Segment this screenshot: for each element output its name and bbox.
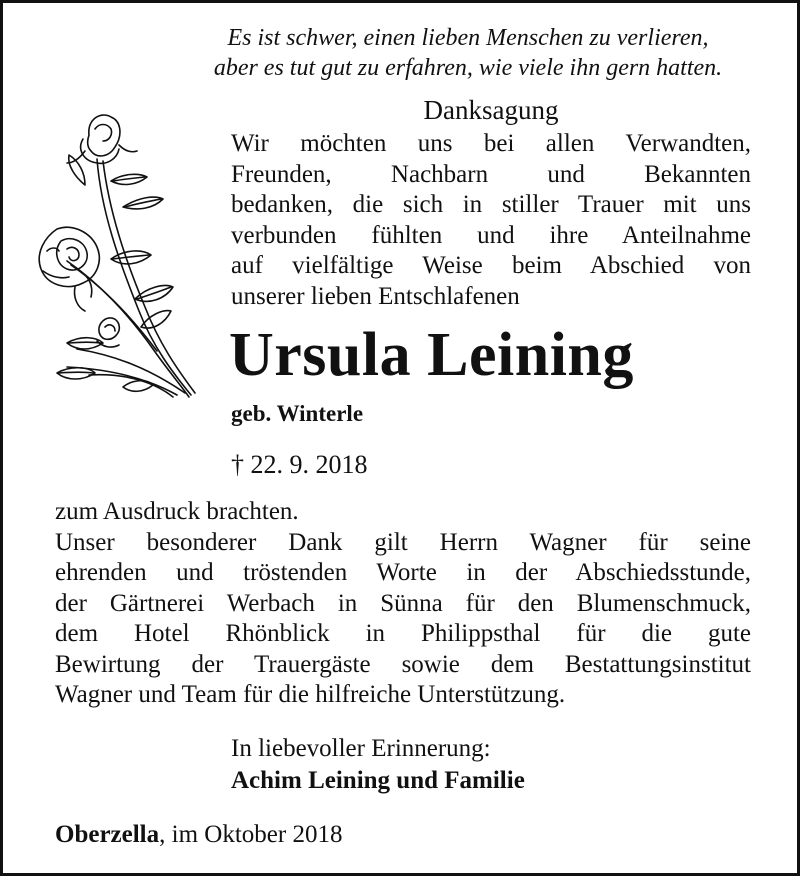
intro-text: [231, 129, 751, 312]
heading-danksagung: Danksagung: [423, 95, 559, 125]
death-date: † 22. 9. 2018: [231, 450, 368, 479]
body-line: dem Hotel Rhönblick in Philippsthal für die gute: [55, 620, 751, 647]
body-line: Wagner und Team für die hilfreiche Unterstützung.: [55, 681, 566, 708]
maiden-name: geb. Winterle: [231, 401, 364, 426]
intro-line: bedanken, die sich in stiller Trauer mit uns: [231, 191, 751, 218]
date-text: , im Oktober 2018: [159, 821, 343, 848]
closing-line: In liebevoller Erinnerung:: [231, 735, 491, 762]
body-line: zum Ausdruck brachten.: [55, 498, 299, 525]
motto-line-2: aber es tut gut zu erfahren, wie viele ihn gern hatten.: [213, 55, 723, 81]
motto-quote: [183, 23, 753, 83]
rose-drawing-icon: [27, 111, 199, 403]
intro-line: unserer lieben Entschlafenen: [231, 282, 520, 310]
motto-line-1: Es ist schwer, einen lieben Menschen zu verlieren,: [227, 25, 709, 51]
thanks-body: [55, 497, 751, 711]
intro-line: Freunden, Nachbarn und Bekannten: [231, 160, 751, 188]
body-line: Unser besonderer Dank gilt Herrn Wagner für seine: [55, 528, 751, 556]
place-name: Oberzella: [55, 821, 160, 848]
body-line: ehrenden und tröstenden Worte in der Abschiedsstunde,: [55, 559, 751, 586]
deceased-name: Ursula Leining: [229, 321, 634, 389]
intro-line: verbunden fühlten und ihre Anteilnahme: [231, 221, 751, 249]
body-line: der Gärtnerei Werbach in Sünna für den Blumenschmuck,: [55, 589, 751, 617]
body-line: Bewirtung der Trauergäste sowie dem Bestattungsinstitut: [55, 650, 751, 678]
signature: Achim Leining und Familie: [231, 767, 525, 794]
intro-line: auf vielfältige Weise beim Abschied von: [231, 252, 751, 279]
intro-line: Wir möchten uns bei allen Verwandten,: [231, 130, 751, 157]
place-date-line: [55, 819, 342, 851]
